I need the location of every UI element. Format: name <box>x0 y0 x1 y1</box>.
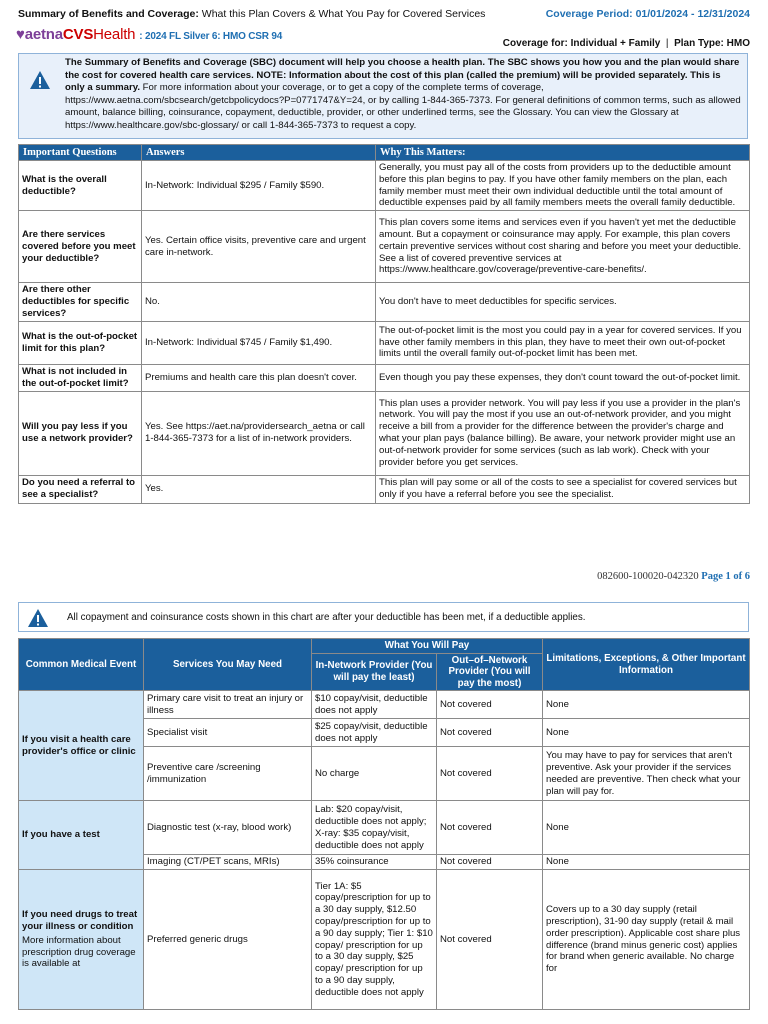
header-what-you-will-pay: What You Will Pay <box>312 639 543 654</box>
service-cell: Preventive care /screening /immunization <box>144 747 312 801</box>
coverage-period: Coverage Period: 01/01/2024 - 12/31/2024 <box>545 8 750 20</box>
sbc-title-rest: What this Plan Covers & What You Pay for Covered Services <box>198 8 486 20</box>
table-row <box>19 391 750 475</box>
page-number: Page 1 of 6 <box>701 571 750 582</box>
why-cell: This plan covers some items and services even if you haven't yet met the deductible amount. But a copayment or coinsurance may apply. For example, this plan covers certain preventive services without cost sharing and before you meet your deductible. See a list of covered preventive services at https://www.healthcare.gov/coverage/preventive-care-benefits/. <box>376 211 750 283</box>
aetna-cvs-logo <box>16 26 282 43</box>
sbc-title <box>18 8 485 20</box>
in-network-cell: $10 copay/visit, deductible does not apply <box>312 691 437 719</box>
service-cell: Diagnostic test (x-ray, blood work) <box>144 801 312 855</box>
sbc-notice-box <box>18 53 748 139</box>
header-answers: Answers <box>142 145 376 161</box>
questions-header-row <box>19 145 750 161</box>
why-cell: The out-of-pocket limit is the most you could pay in a year for covered services. If you have other family members in this plan, they have to meet their own out-of-pocket limits until the overall family out-of-pocket limit has been met. <box>376 321 750 364</box>
table-row <box>19 364 750 391</box>
question-cell: Do you need a referral to see a specialist? <box>19 475 142 503</box>
question-cell: What is the overall deductible? <box>19 161 142 211</box>
table-row <box>19 283 750 321</box>
header-important-questions: Important Questions <box>19 145 142 161</box>
out-network-cell: Not covered <box>437 801 543 855</box>
notice-bold: The Summary of Benefits and Coverage (SBC) document will help you choose a health plan. The SBC shows you how you and the plan would share the cost for covered health care services. NOTE: Information about the cost of this plan (called the premium) will be provided separately. This is only a summary. <box>65 57 740 94</box>
logo-health-text: Health <box>93 26 136 43</box>
service-cell: Preferred generic drugs <box>144 870 312 1010</box>
notice-rest: For more information about your coverage, or to get a copy of the complete terms of coverage, https://www.aetna.com/sbcsearch/getcbpolicydocs?P=0771747&Y=24, or by calling 1-844-365-7373. For general definitions of common terms, such as allowed amount, balance billing, coinsurance, copayment, deductible, provider, or other underlined terms, see the Glossary. You can view the Glossary at https://www.healthcare.gov/sbc-glossary/ or call 1-844-365-7373 to request a copy. <box>65 82 741 131</box>
answer-cell: In-Network: Individual $745 / Family $1,490. <box>142 321 376 364</box>
notice-text <box>65 57 741 133</box>
why-cell: Generally, you must pay all of the costs from providers up to the deductible amount before this plan begins to pay. If you have other family members on the plan, each family member must meet their own individual deductible until the total amount of deductible expenses paid by all family members meets the overall family deductible. <box>376 161 750 211</box>
in-network-cell: Lab: $20 copay/visit, deductible does not apply; X-ray: $35 copay/visit, deductible does not apply <box>312 801 437 855</box>
table-row <box>19 321 750 364</box>
question-cell: What is the out-of-pocket limit for this plan? <box>19 321 142 364</box>
coverage-for: Coverage for: Individual + Family <box>502 38 661 49</box>
service-cell: Imaging (CT/PET scans, MRIs) <box>144 855 312 870</box>
header-services-you-may-need: Services You May Need <box>144 639 312 691</box>
in-network-cell: No charge <box>312 747 437 801</box>
answer-cell: Yes. See https://aet.na/providersearch_aetna or call 1-844-365-7373 for a list of in-network providers. <box>142 391 376 475</box>
header-why-this-matters: Why This Matters: <box>376 145 750 161</box>
limitations-cell: Covers up to a 30 day supply (retail prescription), 31-90 day supply (retail & mail order prescription). Applicable cost share plus difference (brand minus generic cost) applies for brand when generic available. No charge for <box>543 870 750 1010</box>
question-cell: What is not included in the out-of-pocket limit? <box>19 364 142 391</box>
limitations-cell: None <box>543 855 750 870</box>
answer-cell: Premiums and health care this plan doesn't cover. <box>142 364 376 391</box>
header-out-of-network: Out–of–Network Provider (You will pay the most) <box>437 653 543 691</box>
out-network-cell: Not covered <box>437 719 543 747</box>
answer-cell: Yes. <box>142 475 376 503</box>
document-code: 082600-100020-042320 <box>597 571 702 582</box>
out-network-cell: Not covered <box>437 855 543 870</box>
table-row <box>19 691 750 719</box>
in-network-cell: Tier 1A: $5 copay/prescription for up to a 30 day supply, $12.50 copay/prescription for up to a 90 day supply; Tier 1: $10 copay/ prescription for up to a 30 day supply, $25 copay/ prescription for up to a 90 day supply, deductible does not apply <box>312 870 437 1010</box>
event-test: If you have a test <box>19 801 144 870</box>
service-cell: Specialist visit <box>144 719 312 747</box>
table-row <box>19 801 750 855</box>
table-row <box>19 475 750 503</box>
page-footer <box>597 571 750 582</box>
event-office-visit: If you visit a health care provider's office or clinic <box>19 691 144 801</box>
coverage-info: Coverage for: Individual + Family | Plan Type: HMO <box>502 38 750 49</box>
services-table <box>18 638 750 1010</box>
limitations-cell: You may have to pay for services that aren't preventive. Ask your provider if the services needed are preventive. Then check what your plan will pay for. <box>543 747 750 801</box>
in-network-cell: $25 copay/visit, deductible does not apply <box>312 719 437 747</box>
cost-notice-text: All copayment and coinsurance costs shown in this chart are after your deductible has been met, if a deductible applies. <box>67 612 586 623</box>
limitations-cell: None <box>543 719 750 747</box>
table-row <box>19 161 750 211</box>
question-cell: Will you pay less if you use a network provider? <box>19 391 142 475</box>
warning-icon <box>27 608 49 628</box>
question-cell: Are there other deductibles for specific services? <box>19 283 142 321</box>
limitations-cell: None <box>543 801 750 855</box>
service-cell: Primary care visit to treat an injury or illness <box>144 691 312 719</box>
why-cell: This plan will pay some or all of the costs to see a specialist for covered services but only if you have a referral before you see the specialist. <box>376 475 750 503</box>
header-common-medical-event: Common Medical Event <box>19 639 144 691</box>
answer-cell: Yes. Certain office visits, preventive care and urgent care in-network. <box>142 211 376 283</box>
answer-cell: In-Network: Individual $295 / Family $590. <box>142 161 376 211</box>
out-network-cell: Not covered <box>437 870 543 1010</box>
in-network-cell: 35% coinsurance <box>312 855 437 870</box>
out-network-cell: Not covered <box>437 747 543 801</box>
warning-icon <box>29 70 51 90</box>
logo-aetna-text: ♥aetna <box>16 26 63 43</box>
header-in-network: In-Network Provider (You will pay the least) <box>312 653 437 691</box>
logo-cvs-text: CVS <box>62 26 94 43</box>
event-drugs-label: If you need drugs to treat your illness or condition <box>22 909 138 932</box>
question-cell: Are there services covered before you meet your deductible? <box>19 211 142 283</box>
why-cell: This plan uses a provider network. You will pay less if you use a provider in the plan's network. You will pay the most if you use an out-of-network provider, and you might receive a bill from a provider for the difference between the provider's charge and what your plan pays (balance billing). Be aware, your network provider might use an out-of-network provider for some services (such as lab work). Check with your provider before you get services. <box>376 391 750 475</box>
answer-cell: No. <box>142 283 376 321</box>
header-limitations: Limitations, Exceptions, & Other Important Information <box>543 639 750 691</box>
important-questions-table <box>18 144 750 504</box>
out-network-cell: Not covered <box>437 691 543 719</box>
why-cell: You don't have to meet deductibles for specific services. <box>376 283 750 321</box>
limitations-cell: None <box>543 691 750 719</box>
event-drugs <box>19 870 144 1010</box>
cost-notice-box <box>18 602 749 632</box>
plan-name: : 2024 FL Silver 6: HMO CSR 94 <box>139 31 283 42</box>
table-row <box>19 870 750 1010</box>
plan-type: Plan Type: HMO <box>674 38 750 49</box>
why-cell: Even though you pay these expenses, they don't count toward the out-of-pocket limit. <box>376 364 750 391</box>
sbc-title-bold: Summary of Benefits and Coverage: <box>18 8 199 20</box>
event-drugs-more: More information about prescription drug coverage is available at <box>22 934 136 970</box>
table-row <box>19 211 750 283</box>
services-header-row-1 <box>19 639 750 654</box>
